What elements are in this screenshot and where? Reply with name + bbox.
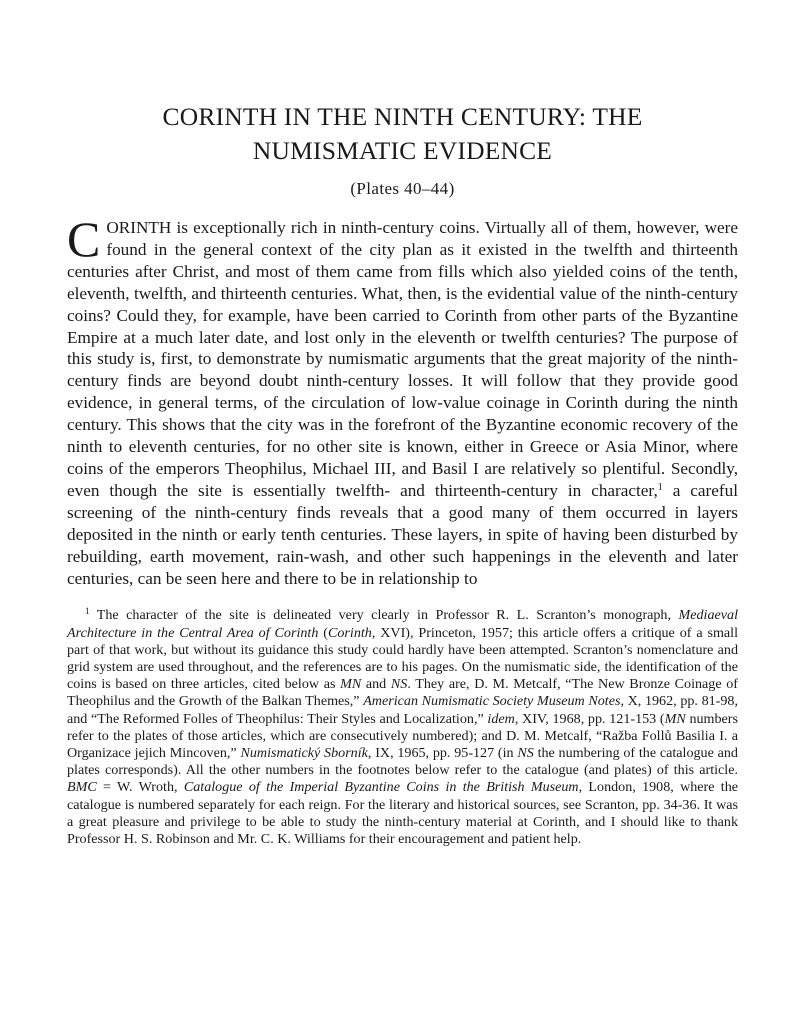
footnote-italic: Catalogue of the Imperial Byzantine Coins in the British Museum — [183, 779, 579, 796]
footnote-text: , IX, 1965, pp. 95-127 (in — [367, 745, 518, 762]
footnote-text: The character of the site is delineated very clearly in Professor R. L. Scranton’s monograph, — [89, 607, 679, 624]
footnote-italic: MN — [664, 710, 686, 727]
footnote-italic: American Numismatic Society Museum Notes — [363, 693, 621, 710]
footnote-italic: idem — [487, 710, 515, 727]
footnote-text: , X, 1962, pp. 81-98, and “The Reformed Folles of Theophilus: Their Styles and Localization,” — [67, 693, 738, 727]
article-title — [67, 100, 738, 168]
article-page — [67, 100, 738, 848]
footnote-italic: NS — [517, 745, 534, 762]
footnote-1 — [67, 607, 738, 848]
plates-reference: (Plates 40–44) — [350, 179, 455, 198]
footnote-text: , XVI), Princeton, 1957; this article offers a critique of a small part of that work, but without its guidance this study could hardly have been attempted. Scranton’s nomenclature and grid system are used throughout, and the references are to his pages. On the numismatic side, the identification of the coins is based on three articles, cited below as — [67, 624, 738, 693]
footnote-italic: Numismatický Sborník — [240, 745, 368, 762]
footnote-paragraph — [67, 607, 738, 848]
footnote-italic: Corinth — [327, 624, 372, 641]
body-text — [67, 211, 738, 589]
footnote-text: ( — [318, 624, 328, 641]
drop-cap: C — [67, 211, 101, 267]
footnote-text: the numbering of the catalogue and plates corresponds). All the other numbers in the footnotes below refer to the catalogue (and plates) of this article. — [67, 745, 738, 779]
footnote-number: 1 — [85, 606, 90, 617]
footnote-text: , XIV, 1968, pp. 121-153 ( — [514, 710, 665, 727]
footnote-italic: Mediaeval Architecture in the Central Area of Corinth — [67, 607, 738, 641]
footnote-reference[interactable]: 1 — [657, 481, 663, 493]
footnote-text: , London, 1908, where the catalogue is numbered separately for each reign. For the literary and historical sources, see Scranton, pp. 34-36. It was a great pleasure and privilege to be able to study the ninth-century material at Corinth, and I should like to thank Professor H. S. Robinson and Mr. C. K. Williams for their encouragement and patient help. — [67, 779, 738, 848]
footnote-text: numbers refer to the plates of those articles, which are consecutively numbered); and D. M. Metcalf, “Ražba Follů Basilia I. a Organizace jejich Mincoven,” — [67, 710, 738, 762]
footnote-text: and — [361, 676, 391, 693]
body-text-part-2: a careful screening of the ninth-century finds reveals that a good many of them occurred in layers deposited in the ninth or early tenth centuries. These layers, in spite of having been disturbed by rebuilding, earth movement, rain-wash, and other such happenings in the eleventh and later centuries, can be seen here and there to be in relationship to — [67, 480, 738, 588]
footnote-italic: MN — [340, 676, 362, 693]
title-line-1: CORINTH IN THE NINTH CENTURY: THE — [162, 102, 643, 131]
footnote-text: . They are, D. M. Metcalf, “The New Bronze Coinage of Theophilus and the Growth of the Balkan Themes,” — [67, 676, 738, 710]
footnote-text: = W. Wroth, — [96, 779, 184, 796]
body-paragraph — [67, 211, 738, 589]
footnote-italic: NS — [390, 676, 408, 693]
body-text-part-1: ORINTH is exceptionally rich in ninth-century coins. Virtually all of them, however, were found in the general context of the city plan as it existed in the twelfth and thirteenth centuries after Christ, and most of them came from fills which also yielded coins of the tenth, eleventh, twelfth, and thirteenth centuries. What, then, is the evidential value of the ninth-century coins? Could they, for example, have been carried to Corinth from other parts of the Byzantine Empire at a much later date, and lost only in the eleventh or twelfth centuries? The purpose of this study is, first, to demonstrate by numismatic arguments that the great majority of the ninth-century finds are beyond doubt ninth-century losses. It will follow that they provide good evidence, in general terms, of the circulation of low-value coinage in Corinth during the ninth century. This shows that the city was in the forefront of the Byzantine economic recovery of the ninth to eleventh centuries, for no other site is known, either in Greece or Asia Minor, where coins of the emperors Theophilus, Michael III, and Basil I are relatively so plentiful. Secondly, even though the site is essentially twelfth- and thirteenth-century in character, — [67, 218, 738, 500]
title-line-2: NUMISMATIC EVIDENCE — [252, 136, 553, 165]
footnote-italic: BMC — [67, 779, 97, 796]
